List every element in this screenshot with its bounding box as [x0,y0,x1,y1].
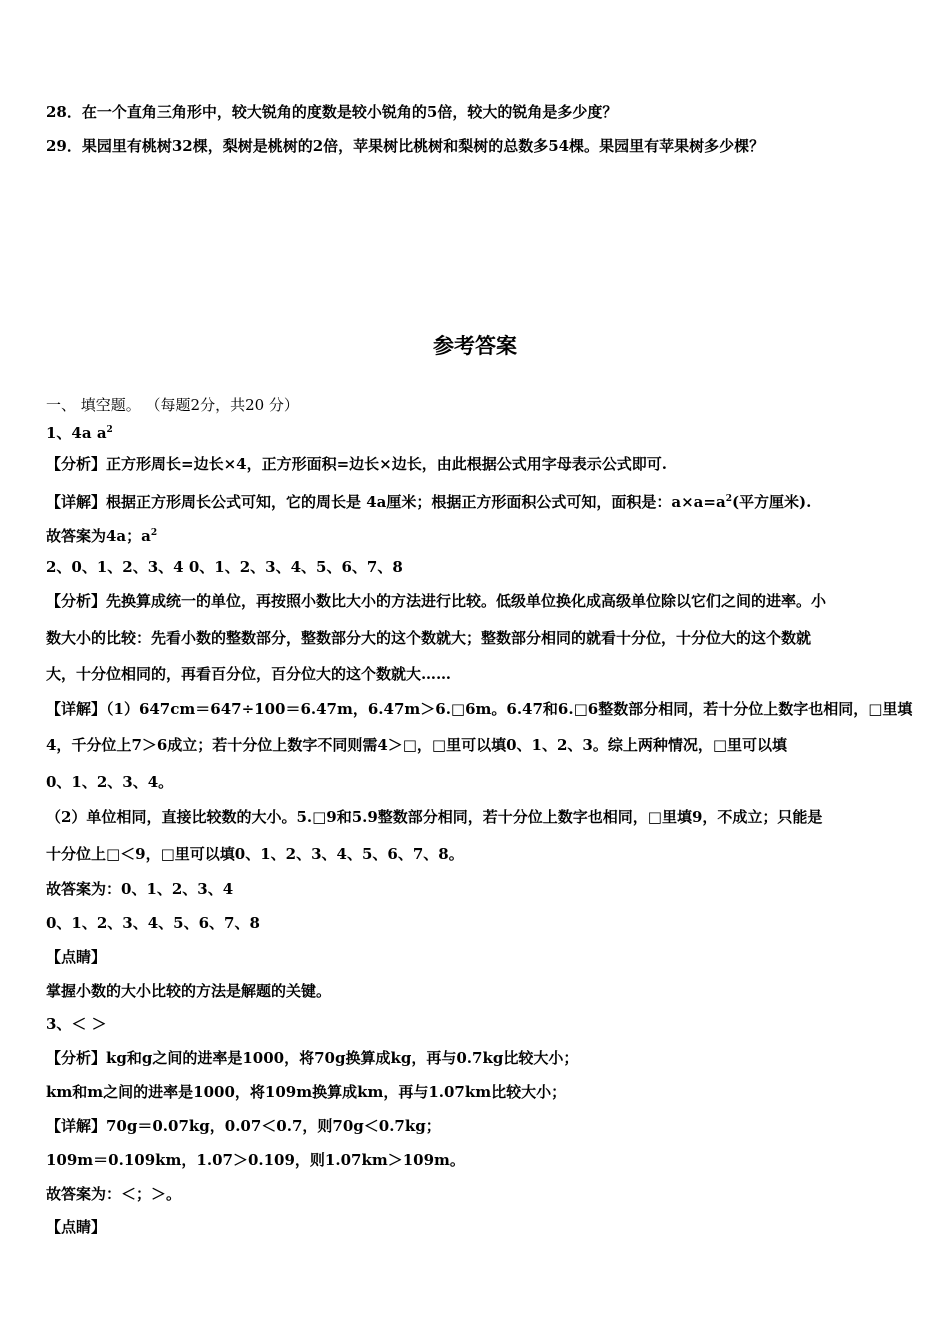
answer-2-point: 掌握小数的大小比较的方法是解题的关键。 [46,982,332,1000]
question-28: 28．在一个直角三角形中，较大锐角的度数是较小锐角的5倍，较大的锐角是多少度？ [46,103,618,121]
answer-2-detail-1: 【详解】（1）647cm＝647÷100＝6.47m，6.47m＞6.□6m。6.47和6.□6整数部分相同，若十分位上数字也相同，□里填 [46,700,913,718]
answer-1-head: 1、4a $a^2$ [46,424,113,442]
answer-3-analysis-1: 【分析】kg和g之间的进率是1000，将70g换算成kg，再与0.7kg比较大小； [46,1049,579,1067]
answer-3-analysis-2: km和m之间的进率是1000，将109m换算成km，再与1.07km比较大小； [46,1083,567,1101]
answer-2-analysis-3: 大，十分位相同的，再看百分位，百分位大的这个数就大…… [46,665,452,683]
answer-2-head: 2、0、1、2、3、4 0、1、2、3、4、5、6、7、8 [46,558,403,576]
answer-1-analysis: 【分析】正方形周长=边长×4，正方形面积=边长×边长，由此根据公式用字母表示公式即可. [46,455,667,473]
answer-2-detail-5: 十分位上□＜9，□里可以填0、1、2、3、4、5、6、7、8。 [46,845,464,863]
page-title: 参考答案 [433,334,517,358]
answer-3-point-label: 【点睛】 [46,1218,107,1236]
question-29: 29．果园里有桃树32棵，梨树是桃树的2倍，苹果树比桃树和梨树的总数多54棵。果园里有苹果树多少棵？ [46,137,765,155]
answer-3-detail-1: 【详解】70g＝0.07kg，0.07＜0.7，则70g＜0.7kg； [46,1117,441,1135]
answer-2-detail-2: 4，千分位上7＞6成立；若十分位上数字不同则需4＞□，□里可以填0、1、2、3。综上两种情况，□里可以填 [46,736,788,754]
answer-1-detail: 【详解】根据正方形周长公式可知，它的周长是 4a厘米；根据正方形面积公式可知，面积是：$a\times a=a^2$(平方厘米). [46,493,812,511]
answer-3-head: 3、＜ ＞ [46,1015,107,1033]
answer-2-conclusion-2: 0、1、2、3、4、5、6、7、8 [46,914,260,932]
section-heading: 一、 填空题。 （每题2分，共20 分） [46,396,299,414]
answer-2-analysis-1: 【分析】先换算成统一的单位，再按照小数比大小的方法进行比较。低级单位换化成高级单位除以它们之间的进率。小 [46,592,827,610]
answer-2-detail-3: 0、1、2、3、4。 [46,773,174,791]
answer-2-analysis-2: 数大小的比较：先看小数的整数部分，整数部分大的这个数就大；整数部分相同的就看十分位，十分位大的这个数就 [46,629,812,647]
answer-3-detail-2: 109m＝0.109km，1.07＞0.109，则1.07km＞109m。 [46,1151,465,1169]
answer-2-detail-4: （2）单位相同，直接比较数的大小。5.□9和5.9整数部分相同，若十分位上数字也相同，□里填9，不成立；只能是 [46,808,823,826]
answer-1-conclusion: 故答案为4a；$a^2$ [46,527,158,545]
answer-2-point-label: 【点睛】 [46,948,107,966]
answer-2-conclusion-1: 故答案为：0、1、2、3、4 [46,880,234,898]
answer-3-conclusion: 故答案为：＜；＞。 [46,1185,182,1203]
